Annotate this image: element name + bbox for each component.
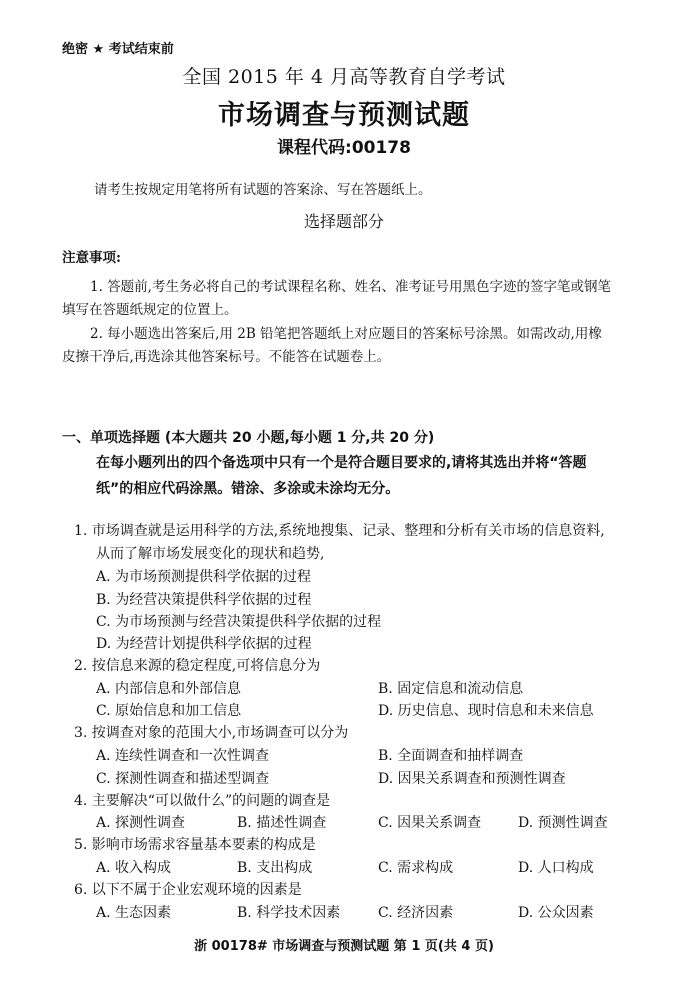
- question-5-option-b: B. 支出构成: [237, 860, 313, 876]
- question-3-stem: 3. 按调查对象的范围大小,市场调查可以分为: [74, 725, 349, 741]
- question-6-option-c: C. 经济因素: [378, 905, 454, 921]
- confidential-label: 绝密 ★ 考试结束前: [62, 42, 174, 57]
- question-1-stem: 1. 市场调查就是运用科学的方法,系统地搜集、记录、整理和分析有关市场的信息资料,: [74, 523, 605, 539]
- question-2-option-a: A. 内部信息和外部信息: [96, 681, 242, 697]
- question-3-option-d: D. 因果关系调查和预测性调查: [378, 771, 566, 787]
- note-line: 1. 答题前,考生务必将自己的考试课程名称、姓名、准考证号用黑色字迹的签字笔或钢笔: [90, 279, 611, 295]
- page-title: 市场调查与预测试题: [218, 100, 470, 131]
- question-6-option-b: B. 科学技术因素: [237, 905, 341, 921]
- question-2-option-c: C. 原始信息和加工信息: [96, 703, 242, 719]
- section-description-line: 在每小题列出的四个备选项中只有一个是符合题目要求的,请将其选出并将“答题: [96, 455, 587, 471]
- exam-session-line: 全国 2015 年 4 月高等教育自学考试: [182, 66, 506, 88]
- question-2-stem: 2. 按信息来源的稳定程度,可将信息分为: [74, 658, 321, 674]
- note-line: 2. 每小题选出答案后,用 2B 铅笔把答题纸上对应题目的答案标号涂黑。如需改动,用橡: [90, 326, 602, 342]
- question-2-option-d: D. 历史信息、现时信息和未来信息: [378, 703, 594, 719]
- question-1-option-d: D. 为经营计划提供科学依据的过程: [96, 636, 312, 652]
- question-4-option-b: B. 描述性调查: [237, 815, 327, 831]
- question-1-option-a: A. 为市场预测提供科学依据的过程: [96, 569, 312, 585]
- notes-heading: 注意事项:: [62, 250, 121, 266]
- question-6-option-a: A. 生态因素: [96, 905, 172, 921]
- question-5-option-d: D. 人口构成: [518, 860, 594, 876]
- question-3-option-a: A. 连续性调查和一次性调查: [96, 748, 270, 764]
- course-code: 课程代码:00178: [277, 138, 411, 158]
- section-heading: 一、单项选择题 (本大题共 20 小题,每小题 1 分,共 20 分): [62, 430, 435, 446]
- question-6-option-d: D. 公众因素: [518, 905, 594, 921]
- question-4-option-d: D. 预测性调查: [518, 815, 608, 831]
- general-instruction: 请考生按规定用笔将所有试题的答案涂、写在答题纸上。: [94, 182, 432, 198]
- question-2-option-b: B. 固定信息和流动信息: [378, 681, 524, 697]
- question-4-option-c: C. 因果关系调查: [378, 815, 482, 831]
- question-3-option-b: B. 全面调查和抽样调查: [378, 748, 524, 764]
- question-1-option-c: C. 为市场预测与经营决策提供科学依据的过程: [96, 614, 382, 630]
- question-5-stem: 5. 影响市场需求容量基本要素的构成是: [74, 837, 316, 853]
- question-4-option-a: A. 探测性调查: [96, 815, 186, 831]
- question-3-option-c: C. 探测性调查和描述型调查: [96, 771, 270, 787]
- question-5-option-a: A. 收入构成: [96, 860, 172, 876]
- question-1-option-b: B. 为经营决策提供科学依据的过程: [96, 592, 312, 608]
- question-5-option-c: C. 需求构成: [378, 860, 454, 876]
- part-title: 选择题部分: [303, 212, 384, 231]
- page-footer: 浙 00178# 市场调查与预测试题 第 1 页(共 4 页): [194, 939, 494, 954]
- question-6-stem: 6. 以下不属于企业宏观环境的因素是: [74, 882, 302, 898]
- section-description-line: 纸”的相应代码涂黑。错涂、多涂或未涂均无分。: [96, 481, 400, 497]
- question-4-stem: 4. 主要解决“可以做什么”的问题的调查是: [74, 793, 331, 809]
- note-line: 填写在答题纸规定的位置上。: [62, 302, 238, 318]
- note-line: 皮擦干净后,再选涂其他答案标号。不能答在试题卷上。: [62, 349, 391, 365]
- question-1-stem-cont: 从而了解市场发展变化的现状和趋势,: [96, 546, 325, 562]
